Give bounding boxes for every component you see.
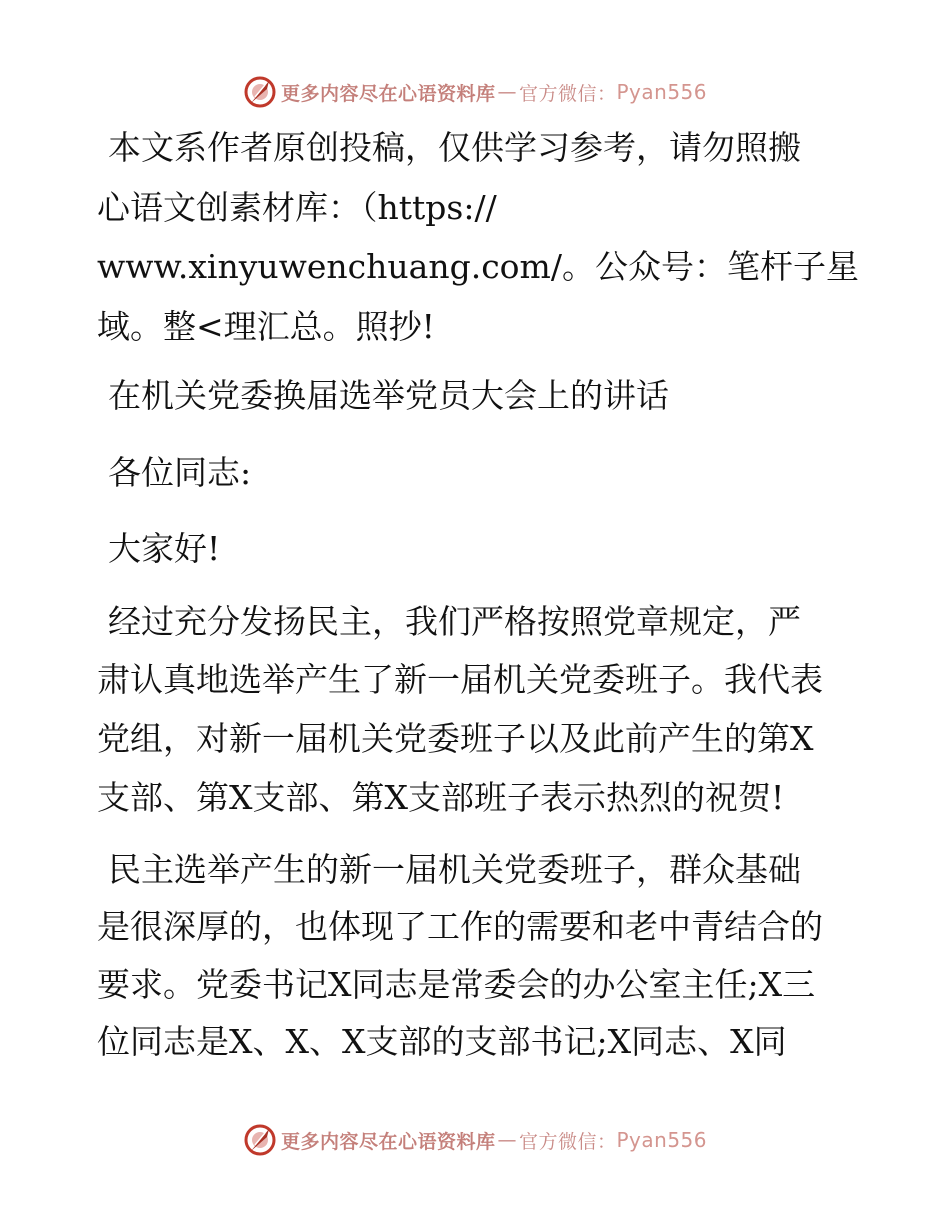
notice-line: www.xinyuwenchuang.com/。公众号：笔杆子星 [97,247,859,286]
header-banner [0,72,950,112]
paragraph-line: 肃认真地选举产生了新一届机关党委班子。我代表 [97,660,823,699]
greeting: 大家好! [108,529,221,568]
banner-separator: — [497,1129,517,1151]
paragraph-line: 经过充分发扬民主，我们严格按照党章规定，严 [108,602,801,641]
banner-contact-label: 官方微信： [518,1130,617,1153]
notice-line: 本文系作者原创投稿，仅供学习参考，请勿照搬 [108,128,801,167]
document-title: 在机关党委换届选举党员大会上的讲话 [108,376,669,415]
footer-banner [0,1120,950,1160]
banner-text: 更多内容尽在心语资料库 [280,82,496,105]
quill-logo-icon [243,75,277,109]
banner-separator: — [497,81,517,103]
banner-wechat-id: Pyan556 [616,80,708,104]
quill-logo-icon [243,1123,277,1157]
banner-contact-label: 官方微信： [518,82,617,105]
paragraph-line: 要求。党委书记X同志是常委会的办公室主任;X三 [97,965,816,1004]
paragraph-line: 位同志是X、X、X支部的支部书记;X同志、X同 [97,1022,787,1061]
paragraph-line: 民主选举产生的新一届机关党委班子，群众基础 [108,850,801,889]
banner-text: 更多内容尽在心语资料库 [280,1130,496,1153]
notice-line: 域。整<理汇总。照抄! [97,307,435,346]
paragraph-line: 党组，对新一届机关党委班子以及此前产生的第X [97,719,814,758]
paragraph-line: 支部、第X支部、第X支部班子表示热烈的祝贺! [97,778,785,817]
salutation: 各位同志: [108,453,252,492]
paragraph-line: 是很深厚的，也体现了工作的需要和老中青结合的 [97,907,823,946]
banner-wechat-id: Pyan556 [616,1128,708,1152]
notice-line: 心语文创素材库：（https:// [97,188,497,227]
